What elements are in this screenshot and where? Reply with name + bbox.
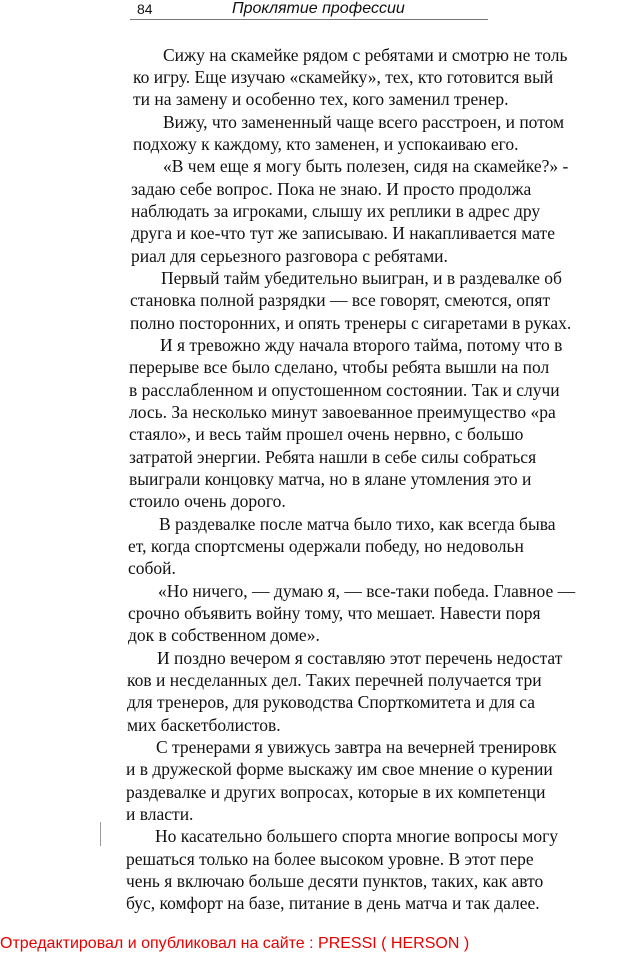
text-line: «Но ничего, — думаю я, — все-таки победа. Главное — xyxy=(158,581,576,601)
margin-mark xyxy=(100,822,101,846)
text-line: затратой энергии. Ребята нашли в себе силы собраться xyxy=(129,447,537,467)
text-line: ков и несделанных дел. Таких перечней получается три xyxy=(127,670,542,690)
text-line: стаяло», и весь тайм прошел очень нервно, с большо xyxy=(129,424,524,444)
text-line: В раздевалке после матча было тихо, как всегда быва xyxy=(159,514,556,534)
footer-credit: Отредактировал и опубликовал на сайте : PRESSI ( HERSON ) xyxy=(0,935,470,952)
text-line: решаться только на более высоком уровне. В этот пере xyxy=(126,849,534,869)
text-line: Вижу, что замененный чаще всего расстроен, и потом xyxy=(163,112,565,132)
text-line: док в собственном доме». xyxy=(128,625,320,645)
text-line: собой. xyxy=(128,558,176,578)
text-line: и власти. xyxy=(126,804,194,824)
text-line: друга и кое-что тут же записываю. И накапливается мате xyxy=(131,223,555,243)
text-line: ет, когда спортсмены одержали победу, но недовольн xyxy=(128,536,524,556)
text-line: чень я включаю больше десяти пунктов, таких, как авто xyxy=(126,871,544,891)
text-line: перерыве все было сделано, чтобы ребята вышли на пол xyxy=(129,357,550,377)
running-title: Проклятие профессии xyxy=(232,0,405,17)
text-line: выиграли концовку матча, но в ялане утомления это и xyxy=(129,469,532,489)
text-line: риал для серьезного разговора с ребятами. xyxy=(131,246,448,266)
text-line: раздевалке и других вопросах, которые в их компетенци xyxy=(126,782,546,802)
text-line: мих баскетболистов. xyxy=(127,715,281,735)
text-line: С тренерами я увижусь завтра на вечерней тренировк xyxy=(156,737,557,757)
text-line: Но касательно большего спорта многие вопросы могу xyxy=(155,826,559,846)
text-line: ти на замену и особенно тех, кого заменил тренер. xyxy=(133,89,509,109)
text-line: наблюдать за игроками, слышу их реплики в адрес дру xyxy=(131,201,541,221)
text-line: «В чем еще я могу быть полезен, сидя на скамейке?» - xyxy=(163,156,569,176)
text-line: в расслабленном и опустошенном состоянии. Так и случи xyxy=(129,380,560,400)
text-line: лось. За несколько минут завоеванное преимущество «ра xyxy=(129,402,556,422)
text-line: задаю себе вопрос. Пока не знаю. И просто продолжа xyxy=(131,179,532,199)
page-number: 84 xyxy=(137,1,153,17)
text-line: Первый тайм убедительно выигран, и в раздевалке об xyxy=(161,268,562,288)
text-line: И я тревожно жду начала второго тайма, потому что в xyxy=(160,335,563,355)
text-line: срочно объявить войну тому, что мешает. Навести поря xyxy=(128,603,541,623)
text-line: становка полной разрядки — все говорят, смеются, опят xyxy=(130,290,551,310)
text-line: и в дружеской форме выскажу им свое мнение о курении xyxy=(126,759,553,779)
text-line: для тренеров, для руководства Спорткомитета и для са xyxy=(127,692,536,712)
text-line: ко игру. Еще изучаю «скамейку», тех, кто готовится вый xyxy=(133,67,554,87)
text-line: стоило очень дорого. xyxy=(129,491,286,511)
text-line: полно посторонних, и опять тренеры с сигаретами в руках. xyxy=(130,313,572,333)
text-line: подхожу к каждому, кто заменен, и успокаиваю его. xyxy=(133,134,519,154)
text-line: И поздно вечером я составляю этот перечень недостат xyxy=(157,648,563,668)
text-line: бус, комфорт на базе, питание в день матча и так далее. xyxy=(126,893,540,913)
text-line: Сижу на скамейке рядом с ребятами и смотрю не толь xyxy=(163,45,568,65)
